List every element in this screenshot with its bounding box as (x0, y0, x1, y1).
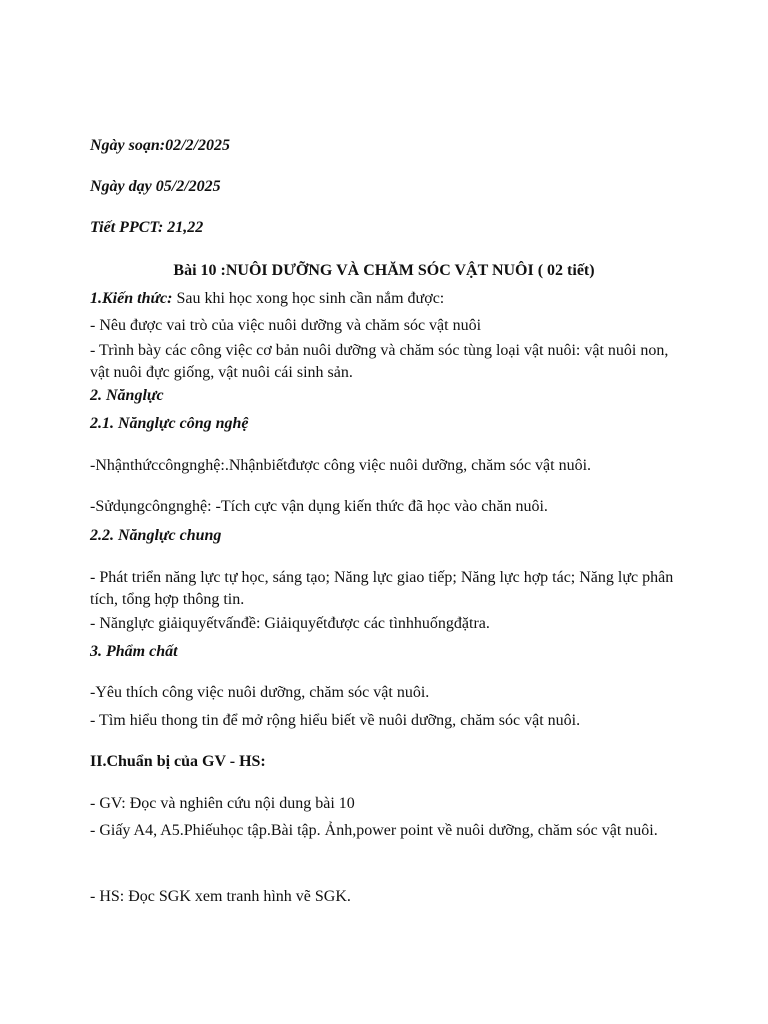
nang-luc-chung-heading: 2.2. Nănglực chung (90, 527, 222, 544)
ngay-day: Ngày dạy 05/2/2025 (90, 178, 221, 195)
kien-thuc-text: Sau khi học xong học sinh cần nắm được: (172, 290, 445, 307)
pham-chat-heading: 3. Phẩm chất (90, 643, 178, 660)
chuan-bi-gv: - GV: Đọc và nghiên cứu nội dung bài 10 (90, 795, 355, 812)
cong-nghe-item-2: -Sửdụngcôngnghệ: -Tích cực vận dụng kiến thức đã học vào chăn nuôi. (90, 498, 548, 515)
kien-thuc-line (90, 289, 690, 309)
nang-luc-heading: 2. Nănglực (90, 387, 164, 404)
pham-chat-item-1: -Yêu thích công việc nuôi dưỡng, chăm sóc vật nuôi. (90, 684, 430, 701)
chung-item-2: - Nănglực giảiquyếtvấnđề: Giảiquyếtđược các tìnhhuốngđặtra. (90, 615, 490, 632)
kien-thuc-item-1: - Nêu được vai trò của việc nuôi dưỡng và chăm sóc vật nuôi (90, 317, 482, 334)
kien-thuc-item-2: - Trình bày các công việc cơ bản nuôi dưỡng và chăm sóc tùng loại vật nuôi: vật nuôi non, vật nuôi đực giống, vật nuôi cái sinh sản. (90, 342, 669, 381)
chuan-bi-heading: II.Chuẩn bị của GV - HS: (90, 753, 266, 770)
nang-luc-cong-nghe-heading: 2.1. Nănglực công nghệ (90, 415, 249, 432)
tiet-ppct: Tiết PPCT: 21,22 (90, 219, 204, 236)
chuan-bi-materials: - Giấy A4, A5.Phiếuhọc tập.Bài tập. Ảnh,power point về nuôi dưỡng, chăm sóc vật nuôi. (90, 822, 658, 839)
cong-nghe-item-1: -Nhậnthứccôngnghệ:.Nhậnbiếtđược công việc nuôi dưỡng, chăm sóc vật nuôi. (90, 457, 592, 474)
pham-chat-item-2: - Tìm hiểu thong tin để mở rộng hiểu biết về nuôi dưỡng, chăm sóc vật nuôi. (90, 712, 581, 729)
lesson-title: Bài 10 :NUÔI DƯỠNG VÀ CHĂM SÓC VẬT NUÔI ( 02 tiết) (173, 262, 595, 279)
chuan-bi-hs: - HS: Đọc SGK xem tranh hình vẽ SGK. (90, 888, 351, 905)
kien-thuc-label: 1.Kiến thức: (90, 290, 173, 307)
ngay-soan: Ngày soạn:02/2/2025 (90, 137, 230, 154)
chung-item-1: - Phát triển năng lực tự học, sáng tạo; Năng lực giao tiếp; Năng lực hợp tác; Năng lực phân tích, tổng hợp thông tin. (90, 569, 674, 608)
